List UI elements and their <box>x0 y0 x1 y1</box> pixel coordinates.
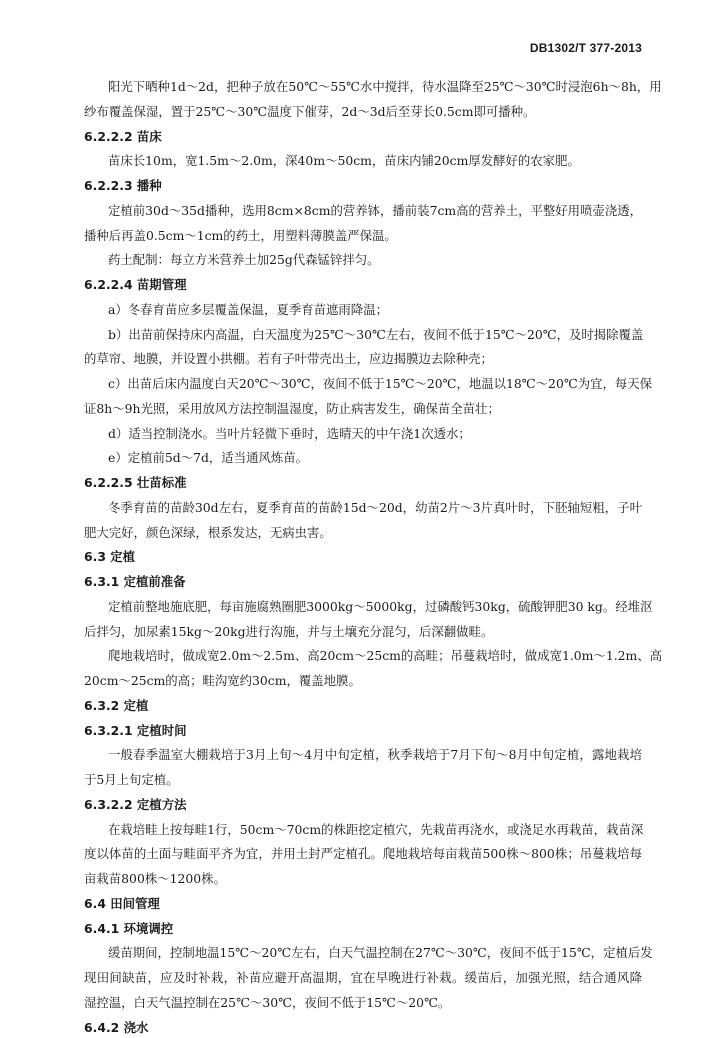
section-heading: 6.3.1 定植前准备 <box>84 574 186 589</box>
paragraph-line: 定植前30d～35d播种，选用8cm×8cm的营养钵，播前装7cm高的营养土，平整好用喷壶浇透， <box>108 202 642 218</box>
paragraph-line: c）出苗后床内温度白天20℃～30℃，夜间不低于15℃～20℃，地温以18℃～20℃为宜，每天保 <box>108 376 653 391</box>
paragraph-line: e）定植前5d～7d，适当通风炼苗。 <box>108 450 309 466</box>
paragraph-line: 药土配制：每立方米营养土加25g代森锰锌拌匀。 <box>108 252 380 268</box>
paragraph-line: 证8h～9h光照，采用放风方法控制温湿度，防止病害发生，确保苗全苗壮； <box>84 400 500 416</box>
document-id-header: DB1302/T 377-2013 <box>529 41 642 55</box>
section-heading: 6.3 定植 <box>84 549 136 565</box>
paragraph-line: 肥大完好，颜色深绿，根系发达，无病虫害。 <box>84 524 332 540</box>
section-heading: 6.4.2 浇水 <box>84 1019 149 1035</box>
section-heading: 6.4 田间管理 <box>84 895 160 911</box>
paragraph-line: 定植前整地施底肥，每亩施腐熟圈肥3000kg～5000kg，过磷酸钙30kg，硫酸钾肥30 kg。经堆沤 <box>108 598 653 614</box>
paragraph-line: 纱布覆盖保湿，置于25℃～30℃温度下催芽，2d～3d后至芽长0.5cm即可播种。 <box>84 103 536 119</box>
paragraph-line: 爬地栽培时，做成宽2.0m～2.5m、高20cm～25cm的高畦；吊蔓栽培时，做成宽1.0m～1.2m、高 <box>108 648 663 664</box>
paragraph-line: 苗床长10m，宽1.5m～2.0m，深40m～50cm，苗床内铺20cm厚发酵好的农家肥。 <box>108 153 580 169</box>
section-heading: 6.2.2.5 壮苗标准 <box>84 475 187 490</box>
paragraph-line: 现田间缺苗，应及时补栽，补苗应避开高温期，宜在早晚进行补栽。缓苗后，加强光照，结合通风降 <box>84 970 642 985</box>
section-heading: 6.3.2 定植 <box>84 697 149 713</box>
paragraph-line: d）适当控制浇水。当叶片轻微下垂时，选晴天的中午浇1次透水； <box>108 425 471 441</box>
section-heading: 6.4.1 环境调控 <box>84 920 174 936</box>
paragraph-line: 播种后再盖0.5cm～1cm的药土，用塑料薄膜盖严保温。 <box>84 227 397 243</box>
paragraph-line: 20cm～25cm的高；畦沟宽约30cm，覆盖地膜。 <box>84 673 361 688</box>
paragraph-line: 的草帘、地膜，并设置小拱棚。若有子叶带壳出土，应边揭膜边去除种壳； <box>84 351 493 367</box>
paragraph-line: 后拌匀，加尿素15kg～20kg进行沟施，并与土壤充分混匀，后深翻做畦。 <box>84 623 494 639</box>
paragraph-line: 湿控温，白天气温控制在25℃～30℃，夜间不低于15℃～20℃。 <box>84 994 451 1010</box>
paragraph-line: 在栽培畦上按每畦1行，50cm～70cm的株距挖定植穴，先栽苗再浇水，或浇足水再栽苗，栽苗深 <box>108 821 644 837</box>
paragraph-line: b）出苗前保持床内高温，白天温度为25℃～30℃左右，夜间不低于15℃～20℃，及时揭除覆盖 <box>108 326 644 342</box>
section-heading: 6.2.2.3 播种 <box>84 178 162 193</box>
paragraph-line: 度以体苗的土面与畦面平齐为宜，并用土封严定植孔。爬地栽培每亩栽苗500株～800株；吊蔓栽培每 <box>84 846 642 862</box>
paragraph-line: 冬季育苗的苗龄30d左右，夏季育苗的苗龄15d～20d，幼苗2片～3片真叶时，下胚轴短粗，子叶 <box>108 499 642 515</box>
paragraph-line: 阳光下晒种1d～2d，把种子放在50℃～55℃水中搅拌，待水温降至25℃～30℃时浸泡6h～8h，用 <box>108 79 662 94</box>
paragraph-line: a）冬春育苗应多层覆盖保温，夏季育苗遮雨降温； <box>108 301 388 317</box>
section-heading: 6.3.2.2 定植方法 <box>84 796 187 812</box>
section-heading: 6.3.2.1 定植时间 <box>84 722 187 738</box>
paragraph-line: 一般春季温室大棚栽培于3月上旬～4月中旬定植，秋季栽培于7月下旬～8月中旬定植，露地栽培 <box>108 747 642 763</box>
paragraph-line: 缓苗期间，控制地温15℃～20℃左右，白天气温控制在27℃～30℃，夜间不低于15℃，定植后发 <box>108 945 653 961</box>
section-heading: 6.2.2.2 苗床 <box>84 128 162 144</box>
section-heading: 6.2.2.4 苗期管理 <box>84 277 187 292</box>
paragraph-line: 于5月上旬定植。 <box>84 772 179 787</box>
paragraph-line: 亩栽苗800株～1200株。 <box>84 871 226 886</box>
